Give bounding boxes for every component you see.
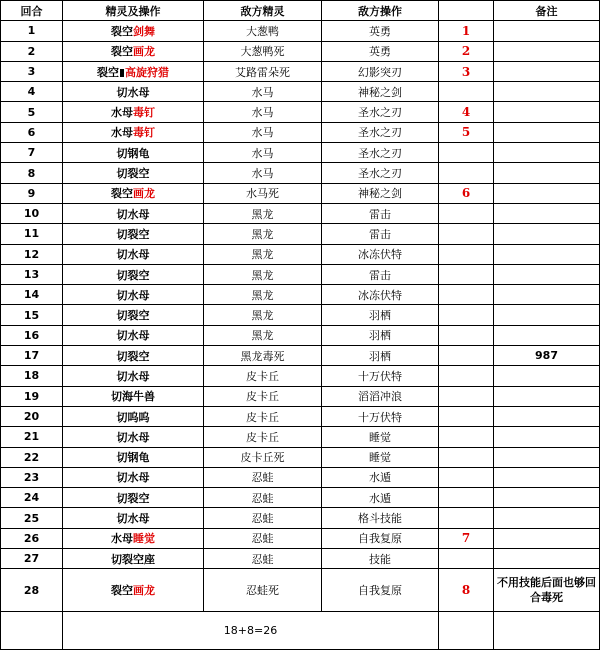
round-cell: 22 (1, 447, 63, 467)
round-cell: 11 (1, 224, 63, 244)
table-row (1, 143, 600, 163)
enemy-action-cell: 神秘之剑 (322, 183, 439, 203)
skill-name: 睡觉 (133, 532, 155, 546)
index-cell (439, 325, 494, 345)
table-row (1, 224, 600, 244)
pokemon-name: 裂空 (111, 187, 133, 201)
index-cell (439, 305, 494, 325)
table-row (1, 122, 600, 142)
enemy-action-cell: 十万伏特 (322, 406, 439, 426)
enemy-action-cell: 羽栖 (322, 305, 439, 325)
round-cell: 2 (1, 41, 63, 61)
index-cell: 6 (439, 183, 494, 203)
note-cell (494, 488, 600, 508)
pokemon-name: 切水母 (116, 471, 150, 485)
note-cell (494, 325, 600, 345)
pokemon-name: 切裂空 (116, 268, 150, 282)
enemy-action-cell: 睡觉 (322, 447, 439, 467)
header-round: 回合 (1, 1, 63, 21)
pokemon-name: 切钢龟 (116, 451, 150, 465)
skill-name: 画龙 (133, 45, 155, 59)
enemy-pokemon-cell: 黑龙 (204, 325, 322, 345)
enemy-action-cell: 睡觉 (322, 427, 439, 447)
enemy-action-cell: 圣水之刃 (322, 102, 439, 122)
pokemon-action-cell (63, 406, 204, 426)
enemy-pokemon-cell: 皮卡丘死 (204, 447, 322, 467)
pokemon-action-cell (63, 508, 204, 528)
skill-name: 毒钉 (133, 106, 155, 120)
enemy-pokemon-cell: 忍蛙 (204, 528, 322, 548)
enemy-pokemon-cell: 忍蛙死 (204, 569, 322, 612)
enemy-action-cell: 自我复原 (322, 528, 439, 548)
note-cell (494, 467, 600, 487)
round-cell: 19 (1, 386, 63, 406)
table-row (1, 346, 600, 366)
skill-name: 画龙 (133, 187, 155, 201)
marker-square-icon (120, 69, 124, 77)
enemy-pokemon-cell: 皮卡丘 (204, 406, 322, 426)
round-cell: 23 (1, 467, 63, 487)
enemy-action-cell: 雷击 (322, 203, 439, 223)
round-cell: 17 (1, 346, 63, 366)
round-cell: 4 (1, 82, 63, 102)
note-cell (494, 386, 600, 406)
pokemon-name: 切钢龟 (116, 146, 150, 160)
pokemon-action-cell (63, 61, 204, 81)
enemy-action-cell: 羽栖 (322, 325, 439, 345)
index-cell: 5 (439, 122, 494, 142)
enemy-action-cell: 雷击 (322, 224, 439, 244)
enemy-pokemon-cell: 皮卡丘 (204, 386, 322, 406)
enemy-pokemon-cell: 忍蛙 (204, 549, 322, 569)
pokemon-name: 切呜呜 (116, 410, 150, 424)
enemy-pokemon-cell: 水马 (204, 82, 322, 102)
enemy-pokemon-cell: 水马 (204, 102, 322, 122)
note-cell (494, 285, 600, 305)
note-cell (494, 41, 600, 61)
table-row (1, 467, 600, 487)
note-cell (494, 427, 600, 447)
pokemon-name: 切水母 (116, 288, 150, 302)
pokemon-action-cell (63, 569, 204, 612)
table-row (1, 325, 600, 345)
pokemon-action-cell (63, 386, 204, 406)
enemy-action-cell: 技能 (322, 549, 439, 569)
skill-name: 剑舞 (133, 24, 155, 38)
table-row (1, 264, 600, 284)
pokemon-action-cell (63, 305, 204, 325)
enemy-pokemon-cell: 黑龙 (204, 244, 322, 264)
pokemon-name: 切裂空座 (111, 552, 155, 566)
pokemon-action-cell (63, 122, 204, 142)
note-cell (494, 508, 600, 528)
round-cell: 21 (1, 427, 63, 447)
note-cell (494, 305, 600, 325)
index-cell: 3 (439, 61, 494, 81)
enemy-pokemon-cell: 忍蛙 (204, 488, 322, 508)
index-cell (439, 467, 494, 487)
enemy-action-cell: 冰冻伏特 (322, 244, 439, 264)
enemy-pokemon-cell: 忍蛙 (204, 508, 322, 528)
summary-empty-cell (1, 612, 63, 650)
note-cell: 不用技能后面也够回合毒死 (494, 569, 600, 612)
note-cell (494, 102, 600, 122)
index-cell (439, 143, 494, 163)
pokemon-name: 水母 (111, 106, 133, 120)
pokemon-name: 切水母 (116, 85, 150, 99)
note-cell (494, 163, 600, 183)
table-row (1, 366, 600, 386)
index-cell: 4 (439, 102, 494, 122)
index-cell: 2 (439, 41, 494, 61)
enemy-pokemon-cell: 皮卡丘 (204, 366, 322, 386)
table-row (1, 508, 600, 528)
note-cell (494, 244, 600, 264)
enemy-pokemon-cell: 黑龙 (204, 305, 322, 325)
enemy-action-cell: 幻影突刃 (322, 61, 439, 81)
enemy-pokemon-cell: 水马 (204, 163, 322, 183)
enemy-action-cell: 神秘之剑 (322, 82, 439, 102)
index-cell (439, 406, 494, 426)
enemy-action-cell: 自我复原 (322, 569, 439, 612)
index-cell (439, 488, 494, 508)
summary-total: 18+8=26 (63, 612, 439, 650)
index-cell (439, 224, 494, 244)
pokemon-name: 裂空 (111, 45, 133, 59)
index-cell (439, 285, 494, 305)
pokemon-action-cell (63, 427, 204, 447)
note-cell (494, 447, 600, 467)
table-row (1, 305, 600, 325)
pokemon-action-cell (63, 163, 204, 183)
pokemon-action-cell (63, 264, 204, 284)
enemy-pokemon-cell: 黑龙 (204, 224, 322, 244)
enemy-pokemon-cell: 水马死 (204, 183, 322, 203)
enemy-action-cell: 雷击 (322, 264, 439, 284)
pokemon-action-cell (63, 488, 204, 508)
pokemon-action-cell (63, 183, 204, 203)
pokemon-action-cell (63, 447, 204, 467)
pokemon-name: 裂空 (111, 24, 133, 38)
pokemon-action-cell (63, 528, 204, 548)
table-row (1, 549, 600, 569)
note-cell (494, 203, 600, 223)
index-cell (439, 549, 494, 569)
pokemon-name: 切海牛兽 (111, 390, 155, 404)
round-cell: 20 (1, 406, 63, 426)
header-index (439, 1, 494, 21)
header-row (1, 1, 600, 21)
pokemon-action-cell (63, 102, 204, 122)
enemy-action-cell: 十万伏特 (322, 366, 439, 386)
summary-empty-cell (494, 612, 600, 650)
table-row (1, 183, 600, 203)
index-cell: 1 (439, 21, 494, 41)
round-cell: 16 (1, 325, 63, 345)
pokemon-action-cell (63, 224, 204, 244)
note-cell (494, 406, 600, 426)
table-row (1, 528, 600, 548)
round-cell: 14 (1, 285, 63, 305)
enemy-action-cell: 冰冻伏特 (322, 285, 439, 305)
enemy-pokemon-cell: 黑龙 (204, 264, 322, 284)
round-cell: 27 (1, 549, 63, 569)
note-cell (494, 366, 600, 386)
pokemon-name: 水母 (111, 532, 133, 546)
skill-name: 高旋狩猎 (125, 65, 169, 79)
enemy-pokemon-cell: 艾路雷朵死 (204, 61, 322, 81)
pokemon-name: 切裂空 (116, 491, 150, 505)
round-cell: 24 (1, 488, 63, 508)
enemy-pokemon-cell: 黑龙毒死 (204, 346, 322, 366)
index-cell: 8 (439, 569, 494, 612)
index-cell (439, 163, 494, 183)
note-cell (494, 143, 600, 163)
table-row (1, 41, 600, 61)
pokemon-action-cell (63, 325, 204, 345)
pokemon-name: 水母 (111, 126, 133, 140)
pokemon-name: 切水母 (116, 329, 150, 343)
table-row (1, 21, 600, 41)
enemy-action-cell: 滔滔冲浪 (322, 386, 439, 406)
note-cell (494, 528, 600, 548)
round-cell: 26 (1, 528, 63, 548)
pokemon-action-cell (63, 467, 204, 487)
index-cell (439, 386, 494, 406)
round-cell: 18 (1, 366, 63, 386)
round-cell: 28 (1, 569, 63, 612)
enemy-action-cell: 圣水之刃 (322, 163, 439, 183)
pokemon-name: 切水母 (116, 512, 150, 526)
table-row (1, 102, 600, 122)
pokemon-action-cell (63, 203, 204, 223)
pokemon-action-cell (63, 244, 204, 264)
pokemon-name: 裂空 (97, 65, 119, 79)
table-row (1, 406, 600, 426)
pokemon-name: 切裂空 (116, 349, 150, 363)
round-cell: 9 (1, 183, 63, 203)
round-cell: 15 (1, 305, 63, 325)
index-cell (439, 508, 494, 528)
pokemon-name: 切裂空 (116, 227, 150, 241)
index-cell: 7 (439, 528, 494, 548)
index-cell (439, 264, 494, 284)
pokemon-action-cell (63, 143, 204, 163)
pokemon-name: 切水母 (116, 430, 150, 444)
header-enemy-action: 敌方操作 (322, 1, 439, 21)
round-cell: 25 (1, 508, 63, 528)
enemy-action-cell: 格斗技能 (322, 508, 439, 528)
table-row (1, 285, 600, 305)
round-cell: 7 (1, 143, 63, 163)
table-row (1, 203, 600, 223)
note-cell (494, 122, 600, 142)
round-cell: 12 (1, 244, 63, 264)
enemy-action-cell: 水遁 (322, 488, 439, 508)
summary-row (1, 612, 600, 650)
header-pokemon-action: 精灵及操作 (63, 1, 204, 21)
table-row (1, 447, 600, 467)
enemy-pokemon-cell: 皮卡丘 (204, 427, 322, 447)
round-cell: 10 (1, 203, 63, 223)
note-cell (494, 183, 600, 203)
index-cell (439, 203, 494, 223)
enemy-pokemon-cell: 水马 (204, 143, 322, 163)
note-cell (494, 21, 600, 41)
round-cell: 13 (1, 264, 63, 284)
table-row (1, 244, 600, 264)
enemy-pokemon-cell: 水马 (204, 122, 322, 142)
note-cell: 987 (494, 346, 600, 366)
note-cell (494, 61, 600, 81)
enemy-pokemon-cell: 黑龙 (204, 203, 322, 223)
pokemon-name: 切裂空 (116, 309, 150, 323)
note-cell (494, 224, 600, 244)
header-note: 备注 (494, 1, 600, 21)
enemy-action-cell: 羽栖 (322, 346, 439, 366)
index-cell (439, 346, 494, 366)
round-cell: 1 (1, 21, 63, 41)
pokemon-name: 切裂空 (116, 167, 150, 181)
enemy-action-cell: 英勇 (322, 21, 439, 41)
pokemon-action-cell (63, 346, 204, 366)
pokemon-action-cell (63, 549, 204, 569)
round-cell: 5 (1, 102, 63, 122)
pokemon-name: 切水母 (116, 248, 150, 262)
round-cell: 6 (1, 122, 63, 142)
enemy-pokemon-cell: 大葱鸭死 (204, 41, 322, 61)
index-cell (439, 244, 494, 264)
enemy-action-cell: 圣水之刃 (322, 143, 439, 163)
enemy-pokemon-cell: 大葱鸭 (204, 21, 322, 41)
summary-empty-cell (439, 612, 494, 650)
enemy-pokemon-cell: 忍蛙 (204, 467, 322, 487)
round-cell: 8 (1, 163, 63, 183)
note-cell (494, 264, 600, 284)
pokemon-action-cell (63, 21, 204, 41)
index-cell (439, 366, 494, 386)
note-cell (494, 549, 600, 569)
table-row (1, 386, 600, 406)
note-cell (494, 82, 600, 102)
table-row (1, 82, 600, 102)
table-row (1, 569, 600, 612)
pokemon-action-cell (63, 285, 204, 305)
table-row (1, 427, 600, 447)
enemy-action-cell: 英勇 (322, 41, 439, 61)
round-cell: 3 (1, 61, 63, 81)
table-row (1, 61, 600, 81)
index-cell (439, 82, 494, 102)
pokemon-action-cell (63, 41, 204, 61)
enemy-pokemon-cell: 黑龙 (204, 285, 322, 305)
enemy-action-cell: 圣水之刃 (322, 122, 439, 142)
pokemon-name: 切水母 (116, 369, 150, 383)
pokemon-action-cell (63, 82, 204, 102)
header-enemy-pokemon: 敌方精灵 (204, 1, 322, 21)
skill-name: 毒钉 (133, 126, 155, 140)
table-row (1, 163, 600, 183)
index-cell (439, 427, 494, 447)
skill-name: 画龙 (133, 584, 155, 598)
pokemon-name: 裂空 (111, 584, 133, 598)
table-row (1, 488, 600, 508)
enemy-action-cell: 水遁 (322, 467, 439, 487)
pokemon-name: 切水母 (116, 207, 150, 221)
index-cell (439, 447, 494, 467)
pokemon-action-cell (63, 366, 204, 386)
